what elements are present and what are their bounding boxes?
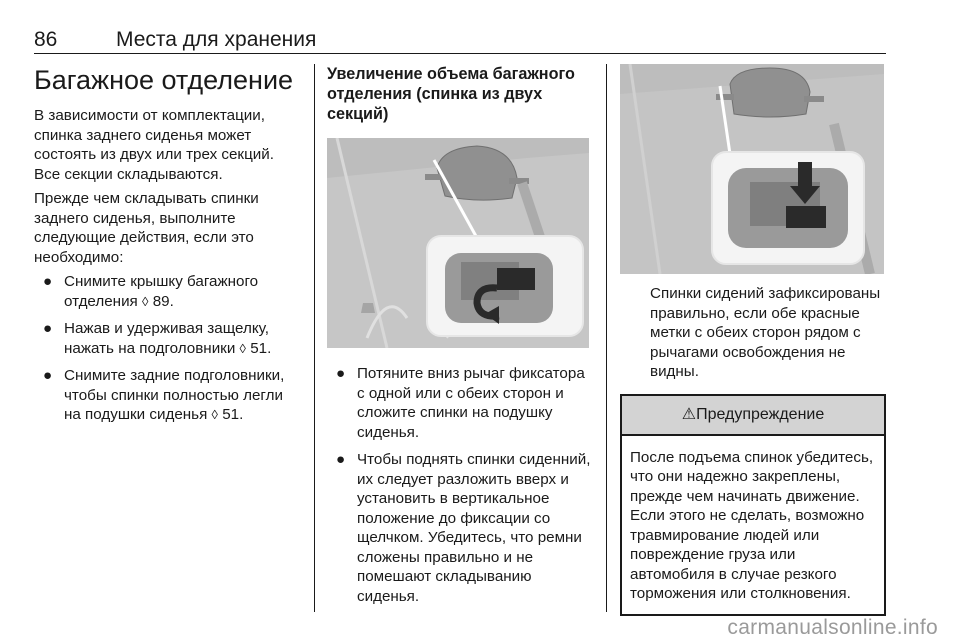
list-item-text: Снимите крышку багажного отделения — [64, 273, 259, 310]
warning-box — [620, 394, 886, 616]
figure-caption: Спинки сидений зафиксированы правильно, если обе красные метки с обеих сторон рядом с рычагами освобождения не видны. — [650, 285, 881, 380]
column-3 — [620, 64, 886, 616]
list-item-text: Нажав и удерживая защелку, нажать на подголовники — [64, 320, 269, 357]
column-2 — [327, 64, 595, 614]
seat-release-illustration — [327, 138, 589, 348]
list-item — [34, 272, 302, 311]
list-item — [34, 366, 302, 425]
warning-header — [622, 396, 884, 436]
list-item-text: Потяните вниз рычаг фиксатора с одной или с обеих сторон и сложите спинки на подушку сиденья. — [357, 365, 585, 441]
list-item — [34, 319, 302, 358]
subsection-heading: Увеличение объема багажного отделения (спинка из двух секций) — [327, 65, 575, 123]
bullet-icon: ● — [336, 365, 346, 382]
bullet-icon: ● — [43, 273, 53, 290]
page-reference-icon: ◊ — [211, 407, 218, 422]
column-1 — [34, 64, 302, 433]
page-reference[interactable]: 89. — [152, 292, 174, 310]
list-item-text: Снимите задние подголовники, чтобы спинки полностью легли на подушки сиденья — [64, 367, 285, 423]
seat-lever-drawing — [327, 138, 589, 348]
preparation-list — [34, 272, 302, 425]
watermark: carmanualsonline.info — [727, 616, 938, 639]
warning-title: Предупреждение — [696, 405, 825, 423]
page-reference-icon: ◊ — [239, 340, 246, 356]
instruction-list — [327, 364, 595, 606]
preparation-paragraph: Прежде чем складывать спинки заднего сиденья, выполните следующие действия, если это необходимо: — [34, 190, 259, 266]
column-divider-1 — [314, 64, 315, 612]
bullet-icon: ● — [336, 451, 346, 468]
header-rule — [34, 53, 886, 54]
list-item-text: Чтобы поднять спинки сиденний, их следует разложить вверх и установить в вертикальное положение до фиксации со щелчком. Убедитесь, что ремни сложены правильно и не помешают складыванию сиденья. — [357, 451, 591, 605]
bullet-icon: ● — [43, 367, 53, 384]
intro-paragraph: В зависимости от комплектации, спинка заднего сиденья может состоять из двух или трех секций. Все секции складываются. — [34, 107, 274, 183]
column-divider-2 — [606, 64, 607, 612]
bullet-icon: ● — [43, 320, 53, 337]
section-heading: Багажное отделение — [34, 65, 294, 95]
page-reference[interactable]: 51. — [222, 406, 244, 423]
warning-icon: ⚠ — [681, 405, 697, 423]
running-title: Места для хранения — [116, 28, 317, 51]
warning-text: После подъема спинок убедитесь, что они надежно закреплены, прежде чем начинать движение. Если этого не сделать, возможно травмирование людей или повреждение груза или автомобиля в случае резкого торможения или столкновения. — [630, 448, 874, 602]
list-item — [327, 364, 595, 442]
seat-lock-illustration — [620, 64, 884, 274]
list-item — [327, 450, 595, 606]
page-number: 86 — [34, 28, 58, 51]
page-reference[interactable]: 51. — [250, 339, 272, 357]
seat-lock-drawing — [620, 64, 884, 274]
page-reference-icon: ◊ — [142, 293, 149, 309]
